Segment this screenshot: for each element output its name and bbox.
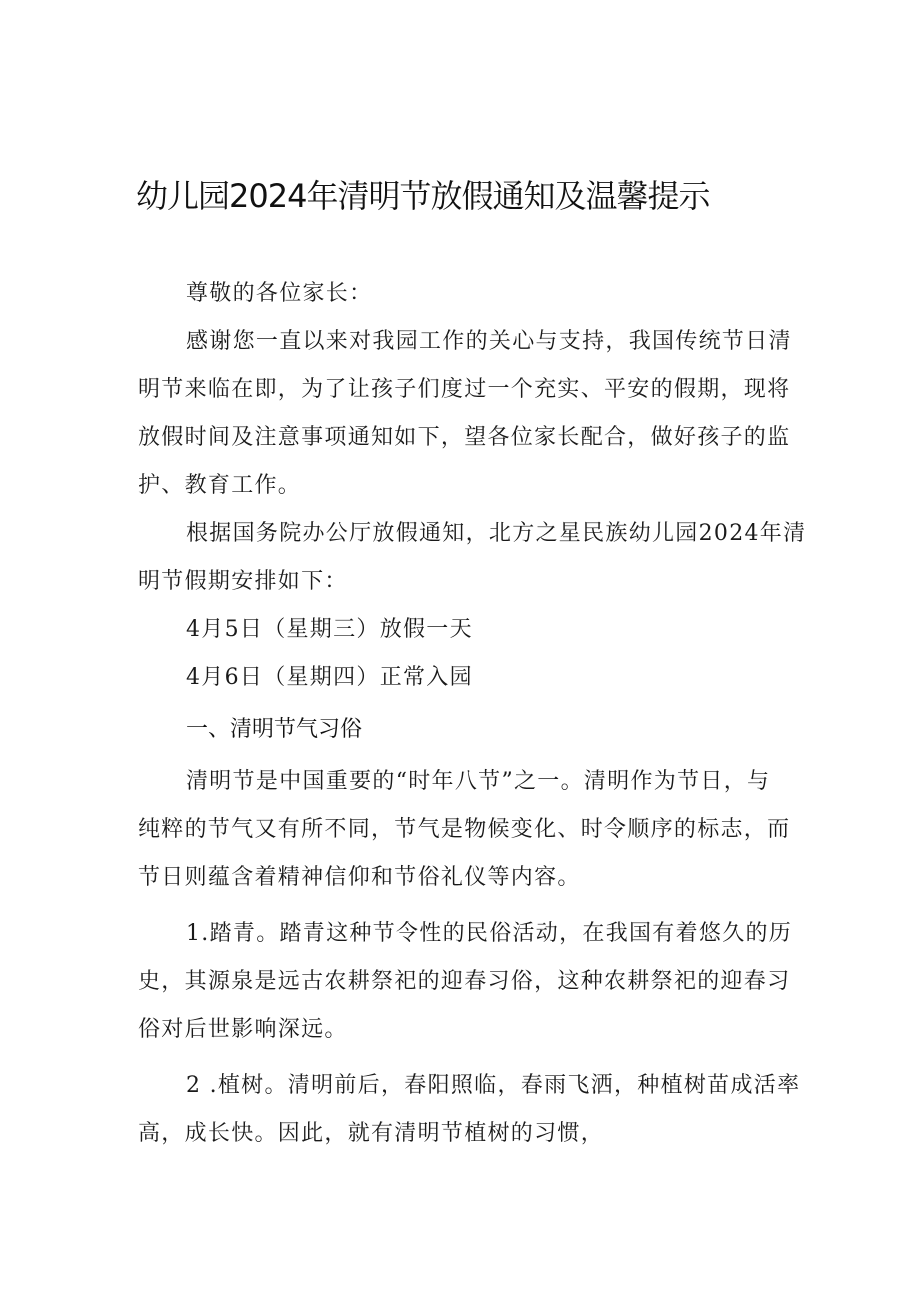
greeting-text: 尊敬的各位家长： [186,281,373,306]
section-line: 纯粹的节气又有所不同，节气是物候变化、时令顺序的标志，而 [138,817,791,842]
intro-line: 感谢您一直以来对我园工作的关心与支持，我国传统节日清 [186,329,792,354]
section-line: 2 .植树。清明前后，春阳照临，春雨飞洒，种植树苗成活率 [186,1073,801,1098]
section-heading-text: 一、清明节气习俗 [186,717,363,742]
intro-paragraph [138,318,798,510]
document-title: 幼儿园2024年清明节放假通知及温馨提示 [136,177,710,215]
section-heading [138,706,798,754]
section-paragraph [138,910,798,1054]
schedule-item [138,654,798,702]
document-body [138,270,807,1158]
section-line: 俗对后世影响深远。 [138,1017,348,1042]
section-paragraph [138,758,798,902]
schedule-intro-paragraph [138,510,807,606]
schedule-item [138,606,798,654]
section-line: 1.踏青。踏青这种节令性的民俗活动，在我国有着悠久的历 [186,921,793,946]
intro-line: 明节来临在即，为了让孩子们度过一个充实、平安的假期，现将 [138,377,791,402]
schedule-intro-line: 明节假期安排如下： [138,569,348,594]
section-line: 高，成长快。因此，就有清明节植树的习惯， [138,1121,605,1146]
greeting [138,270,798,318]
section-line: 史，其源泉是远古农耕祭祀的迎春习俗，这种农耕祭祀的迎春习 [138,969,791,994]
intro-line: 放假时间及注意事项通知如下，望各位家长配合，做好孩子的监 [138,425,791,450]
section-paragraph [138,1062,801,1158]
section-line: 清明节是中国重要的“时年八节”之一。清明作为节日，与 [186,769,771,794]
section-line: 节日则蕴含着精神信仰和节俗礼仪等内容。 [138,865,581,890]
schedule-intro-line: 根据国务院办公厅放假通知，北方之星民族幼儿园2024年清 [186,521,807,546]
schedule-item-text: 4月6日（星期四）正常入园 [186,665,473,690]
schedule-item-text: 4月5日（星期三）放假一天 [186,617,473,642]
intro-line: 护、教育工作。 [138,473,302,498]
